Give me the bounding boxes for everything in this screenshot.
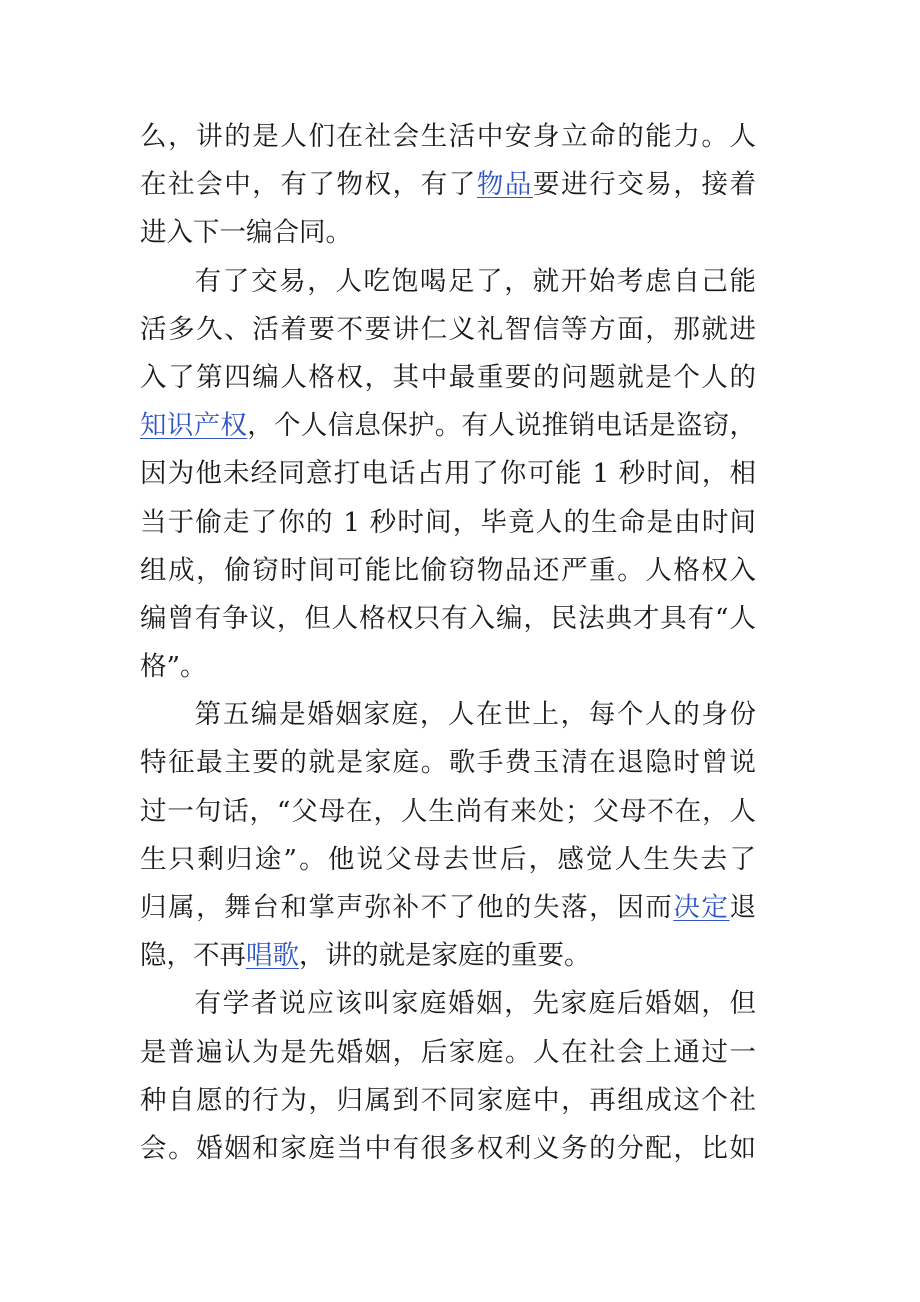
text-segment: 特征最主要的就是家庭。歌手费玉清在退隐时曾说	[140, 747, 756, 779]
text-segment: 是普遍认为是先婚姻，后家庭。人在社会上通过一	[140, 1036, 756, 1068]
text-segment: 有了交易，人吃饱喝足了，就开始考虑自己能	[193, 265, 756, 297]
text-segment: 种自愿的行为，归属到不同家庭中，再组成这个社	[140, 1084, 756, 1116]
text-segment: 格”。	[140, 651, 207, 683]
text-line	[140, 161, 756, 209]
text-line	[140, 354, 756, 402]
text-line	[140, 1029, 756, 1077]
text-line	[140, 258, 756, 306]
text-segment: 当于偷走了你的 1 秒时间，毕竟人的生命是由时间	[140, 506, 756, 538]
text-line	[140, 980, 756, 1028]
text-segment: ，个人信息保护。有人说推销电话是盗窃，	[247, 410, 757, 442]
text-line	[140, 209, 756, 257]
text-segment: 有学者说应该叫家庭婚姻，先家庭后婚姻，但	[193, 988, 756, 1020]
text-segment: 因为他未经同意打电话占用了你可能 1 秒时间，相	[140, 458, 756, 490]
text-line	[140, 402, 756, 450]
text-line	[140, 884, 756, 932]
text-segment: ，讲的就是家庭的重要。	[299, 940, 591, 972]
text-line	[140, 113, 756, 161]
paragraph-4	[140, 980, 756, 1173]
inline-link[interactable]: 知识产权	[140, 410, 248, 442]
text-segment: 归属，舞台和掌声弥补不了他的失落，因而	[140, 892, 674, 923]
text-line	[140, 932, 756, 980]
text-line	[140, 450, 756, 498]
text-segment: 会。婚姻和家庭当中有很多权利义务的分配，比如	[140, 1132, 756, 1164]
paragraph-2	[140, 258, 756, 692]
text-line	[140, 1125, 756, 1173]
text-segment: 第五编是婚姻家庭，人在世上，每个人的身份	[193, 699, 756, 731]
paragraph-3	[140, 691, 756, 980]
text-segment: 生只剩归途”。他说父母去世后，感觉人生失去了	[140, 843, 756, 875]
text-segment: 入了第四编人格权，其中最重要的问题就是个人的	[140, 361, 756, 393]
text-segment: 要进行交易，接着	[533, 169, 757, 201]
text-line	[140, 643, 756, 691]
inline-link[interactable]: 唱歌	[246, 940, 299, 972]
inline-link[interactable]: 物品	[476, 169, 534, 201]
paragraph-1	[140, 113, 756, 258]
text-segment: 在社会中，有了物权，有了	[140, 169, 477, 201]
text-line	[140, 788, 756, 836]
text-segment: 退	[729, 892, 757, 923]
text-line	[140, 691, 756, 739]
article-body	[140, 113, 756, 1173]
text-line	[140, 547, 756, 595]
text-line	[140, 595, 756, 643]
text-line	[140, 1077, 756, 1125]
text-line	[140, 739, 756, 787]
text-segment: 组成，偷窃时间可能比偷窃物品还严重。人格权入	[140, 554, 756, 586]
text-segment: 过一句话，“父母在，人生尚有来处；父母不在，人	[140, 795, 756, 827]
text-segment: 么，讲的是人们在社会生活中安身立命的能力。人	[140, 121, 756, 152]
text-segment: 活多久、活着要不要讲仁义礼智信等方面，那就进	[140, 313, 756, 345]
text-line	[140, 499, 756, 547]
text-segment: 进入下一编合同。	[140, 217, 352, 249]
inline-link[interactable]: 决定	[673, 892, 730, 923]
text-line	[140, 306, 756, 354]
text-segment: 隐，不再	[140, 940, 246, 972]
text-segment: 编曾有争议，但人格权只有入编，民法典才具有“人	[140, 602, 756, 634]
text-line	[140, 836, 756, 884]
